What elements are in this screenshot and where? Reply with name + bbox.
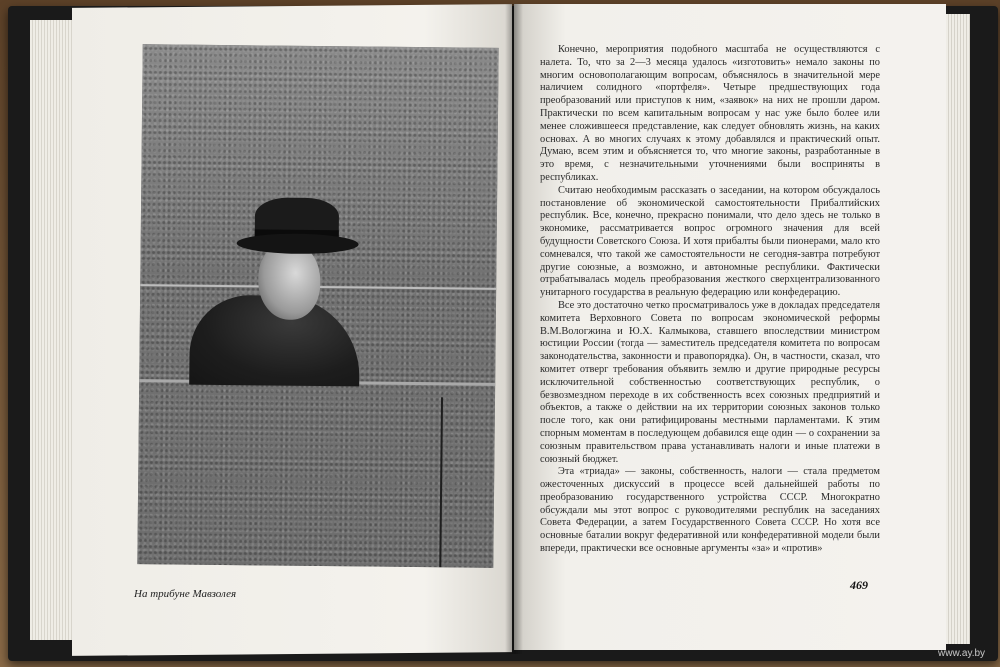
paragraph: Эта «триада» — законы, собственность, налоги — стала предметом ожесточенных дискуссий в процессе всей дальнейшей работы по преобразованию государственного устройства СССР. Многократно обсуждали мы этот вопрос с руководителями республик на заседаниях Совета Федерации, а затем Государственного Совета СССР. Но хотя все основные баталии вокруг федеративной или конфедеративной модели были впереди, практически все основные аргументы «за» и «против» bbox=[540, 466, 880, 555]
portrait-photo bbox=[137, 44, 498, 568]
photo-caption: На трибуне Мавзолея bbox=[134, 588, 237, 600]
paragraph: Считаю необходимым рассказать о заседании, на котором обсуждалось постановление об экономической самостоятельности Прибалтийских республик. Все, конечно, прекрасно понимали, что дело здесь не только в экономике, рассматривается вопрос огромного значения для всей будущности Советского Союза. И хотя прибалты были пионерами, мало кто сомневался, что такой же самостоятельности не сегодня-завтра потребуют другие союзные, а возможно, и автономные республики. Фактически отрабатывалась модель преобразования жесткого сверхцентрализованного унитарного государства в реальную федерацию или конфедерацию. bbox=[540, 184, 880, 299]
body-text bbox=[540, 44, 880, 556]
page-number: 469 bbox=[850, 578, 868, 592]
watermark: www.ay.by bbox=[938, 648, 986, 659]
paragraph: Все это достаточно четко просматривалось уже в докладах председателя комитета Верховного Совета по вопросам экономической реформы В.М.Вологжина и Ю.Х. Калмыкова, ставшего впоследствии министром юстиции России (тогда — заместитель председателя комитета по вопросам законодательства, законности и правопорядка). Он, в частности, сказал, что комитет отверг требования объявить землю и другие природные ресурсы исключительной собственностью соответствующих республик, о безвозмездном переходе в их собственность всех союзных предприятий и объектов, а также о действии на их территории союзных законов только после того, как они ратифицированы местными парламентами. К этим спорным моментам в последующем добавился еще один — о сохранении за союзным правительством права устанавливать налоги и иные платежи в союзный бюджет. bbox=[540, 299, 880, 465]
book-gutter bbox=[505, 4, 523, 654]
paragraph: Конечно, мероприятия подобного масштаба не осуществляются с налета. То, что за 2—3 месяца удалось «изготовить» немало законы по многим основополагающим вопросам, объяснялось в значительной мере наличием солидного «портфеля». Четыре предшествующих года преобразований или приступов к ним, «заявок» на них не прошли даром. Практически по всем капитальным вопросам у нас уже было более или менее сложившееся представление, как следует обновлять жизнь, на каких основах. А во многих случаях к этому добавлялся и практический опыт. Думаю, всем этим и объясняется то, что многие законы, разработанные в это время, с незначительными уточнениями были восприняты в республиках. bbox=[540, 44, 880, 183]
